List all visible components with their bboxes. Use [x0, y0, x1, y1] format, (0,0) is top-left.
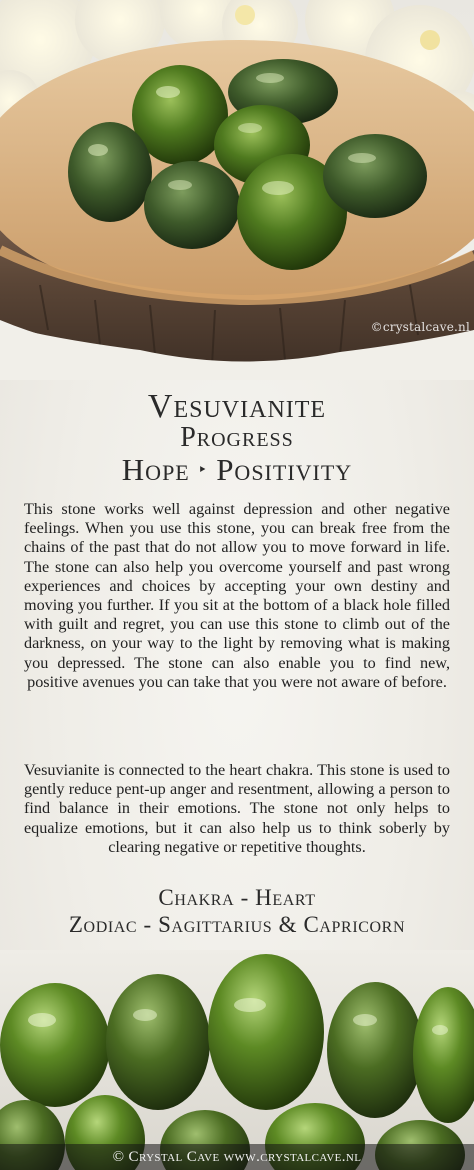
watermark-text: ©crystalcave.nl [370, 320, 470, 334]
chakra-line: Chakra - Heart [158, 885, 316, 910]
description-paragraph-1: This stone works well against depression and other negative feelings. When you use this stone, you can break free from the chains of the past that do not allow you to move forward in life. The stone can also help you overcome yourself and past wrong experiences and choices by accepting your own destiny and moving you further. If you sit at the bottom of a black hole filled with guilt and regret, you can use this stone to climb out of the darkness, on your way to the light by removing what is making you depressed. The stone can also enable you to find new, positive avenues you can take that you were not aware of before. [24, 500, 450, 691]
description-paragraph-2: Vesuvianite is connected to the heart chakra. This stone is used to gently reduce pent-up anger and resentment, allowing a person to find balance in their emotions. The stone not only helps to equalize emotions, but it can also help us to think soberly by clearing negative or repetitive thoughts. [24, 761, 450, 856]
keyword-hope: Hope [121, 452, 190, 487]
stone-name: Vesuvianite [147, 388, 327, 425]
keyword-positivity: Positivity [216, 452, 353, 487]
top-stones-photo [0, 0, 474, 380]
footer-credit: © Crystal Cave www.crystalcave.nl [0, 1144, 474, 1170]
keyword-separator: ‣ [197, 462, 209, 479]
bottom-stones-photo [0, 950, 474, 1170]
stone-keywords [0, 452, 474, 488]
stone-subtitle: Progress [180, 422, 294, 453]
zodiac-line: Zodiac - Sagittarius & Capricorn [68, 912, 406, 937]
